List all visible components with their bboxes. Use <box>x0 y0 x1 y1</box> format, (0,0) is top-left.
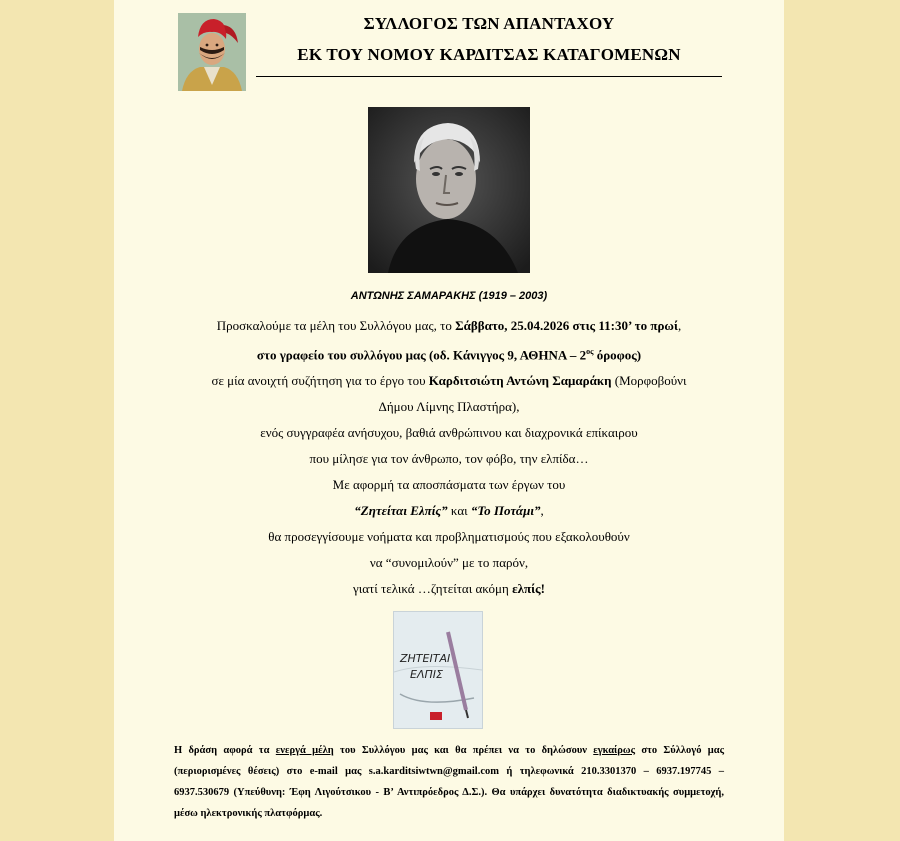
notice-active-members: ενεργά μέλη <box>275 745 334 756</box>
invitation-text <box>114 313 784 602</box>
invitation-page <box>114 0 784 841</box>
body-line-3-part-c: (Μορφοβούνι <box>611 373 687 389</box>
book-title-line1: ΖΗΤΕΙΤΑΙ <box>400 652 451 665</box>
notice-contact-details: στο Σύλλογό μας (περιορισμένες θέσεις) στο e-mail μας s.a.karditsiwtwn@gmail.com ή τηλεφωνικά 210.3301370 – 6937.197745 – 6937.530679 (Υπεύθυνη: Έφη Λιγούτσικου - Β’ Αντιπρόεδρος Δ.Σ.). Θα υπάρχει δυνατότητα διαδικτυακής συμμετοχή, μέσω ηλεκτρονικής πλατφόρμας. <box>174 745 724 819</box>
floor-label: όροφος) <box>593 347 642 363</box>
work-title-2: “Το Ποτάμι” <box>470 503 541 519</box>
author-name-bold: Καρδιτσιώτη Αντώνη Σαμαράκη <box>428 373 612 389</box>
body-line-9: θα προσεγγίσουμε νοήματα και προβληματισμούς που εξακολουθούν <box>268 529 630 545</box>
body-line-11-part-a: γιατί τελικά …ζητείται ακόμη <box>353 581 513 597</box>
association-title-line2: ΕΚ ΤΟΥ ΝΟΜΟΥ ΚΑΡΔΙΤΣΑΣ ΚΑΤΑΓΟΜΕΝΩΝ <box>297 45 681 64</box>
body-line-3-part-a: σε μία ανοιχτή συζήτηση για το έργο του <box>211 373 429 389</box>
work-title-1: “Ζητείται Ελπίς” <box>354 503 448 519</box>
body-line-8 <box>114 498 784 524</box>
hope-word: ελπίς! <box>512 581 545 597</box>
book-title-line2: ΕΛΠΙΣ <box>410 668 443 681</box>
body-line-7: Με αφορμή τα αποσπάσματα των έργων του <box>332 477 566 493</box>
floor-superscript: ος <box>586 347 594 356</box>
body-line-3 <box>114 368 784 394</box>
event-location: στο γραφείο του συλλόγου μας (οδ. Κάνιγγος 9, ΑΘΗΝΑ – 2 <box>256 347 587 363</box>
body-line-2 <box>114 339 784 368</box>
body-line-1-part-a: Προσκαλούμε τα μέλη του Συλλόγου μας, το <box>216 318 456 333</box>
body-line-1 <box>114 313 784 339</box>
comma: , <box>540 503 544 519</box>
association-title-line1: ΣΥΛΛΟΓΟΣ ΤΩΝ ΑΠΑΝΤΑΧΟΥ <box>363 14 615 33</box>
notice-part-3: του Συλλόγου μας και θα πρέπει να το δηλώσουν <box>333 745 594 756</box>
body-line-4: Δήμου Λίμνης Πλαστήρα), <box>378 399 520 415</box>
body-line-10: να “συνομιλούν” με το παρόν, <box>369 555 529 571</box>
participation-notice <box>174 740 724 824</box>
notice-timely: εγκαίρως <box>593 745 636 756</box>
body-line-6: που μίλησε για τον άνθρωπο, τον φόβο, την ελπίδα… <box>309 451 589 467</box>
body-line-11 <box>114 576 784 602</box>
conjunction: και <box>447 503 471 519</box>
author-portrait-photo <box>368 107 530 273</box>
author-caption: ΑΝΤΩΝΗΣ ΣΑΜΑΡΑΚΗΣ (1919 – 2003) <box>350 290 548 302</box>
body-line-5: ενός συγγραφέα ανήσυχου, βαθιά ανθρώπινου και διαχρονικά επίκαιρου <box>260 425 638 441</box>
body-line-1-part-c: , <box>677 318 682 333</box>
notice-part-1: Η δράση αφορά τα <box>174 745 276 756</box>
logo-portrait-image <box>178 13 246 91</box>
header-divider <box>256 76 722 77</box>
book-cover-image <box>394 612 482 728</box>
event-date-time: Σάββατο, 25.04.2026 στις 11:30’ το πρωί <box>455 318 678 333</box>
